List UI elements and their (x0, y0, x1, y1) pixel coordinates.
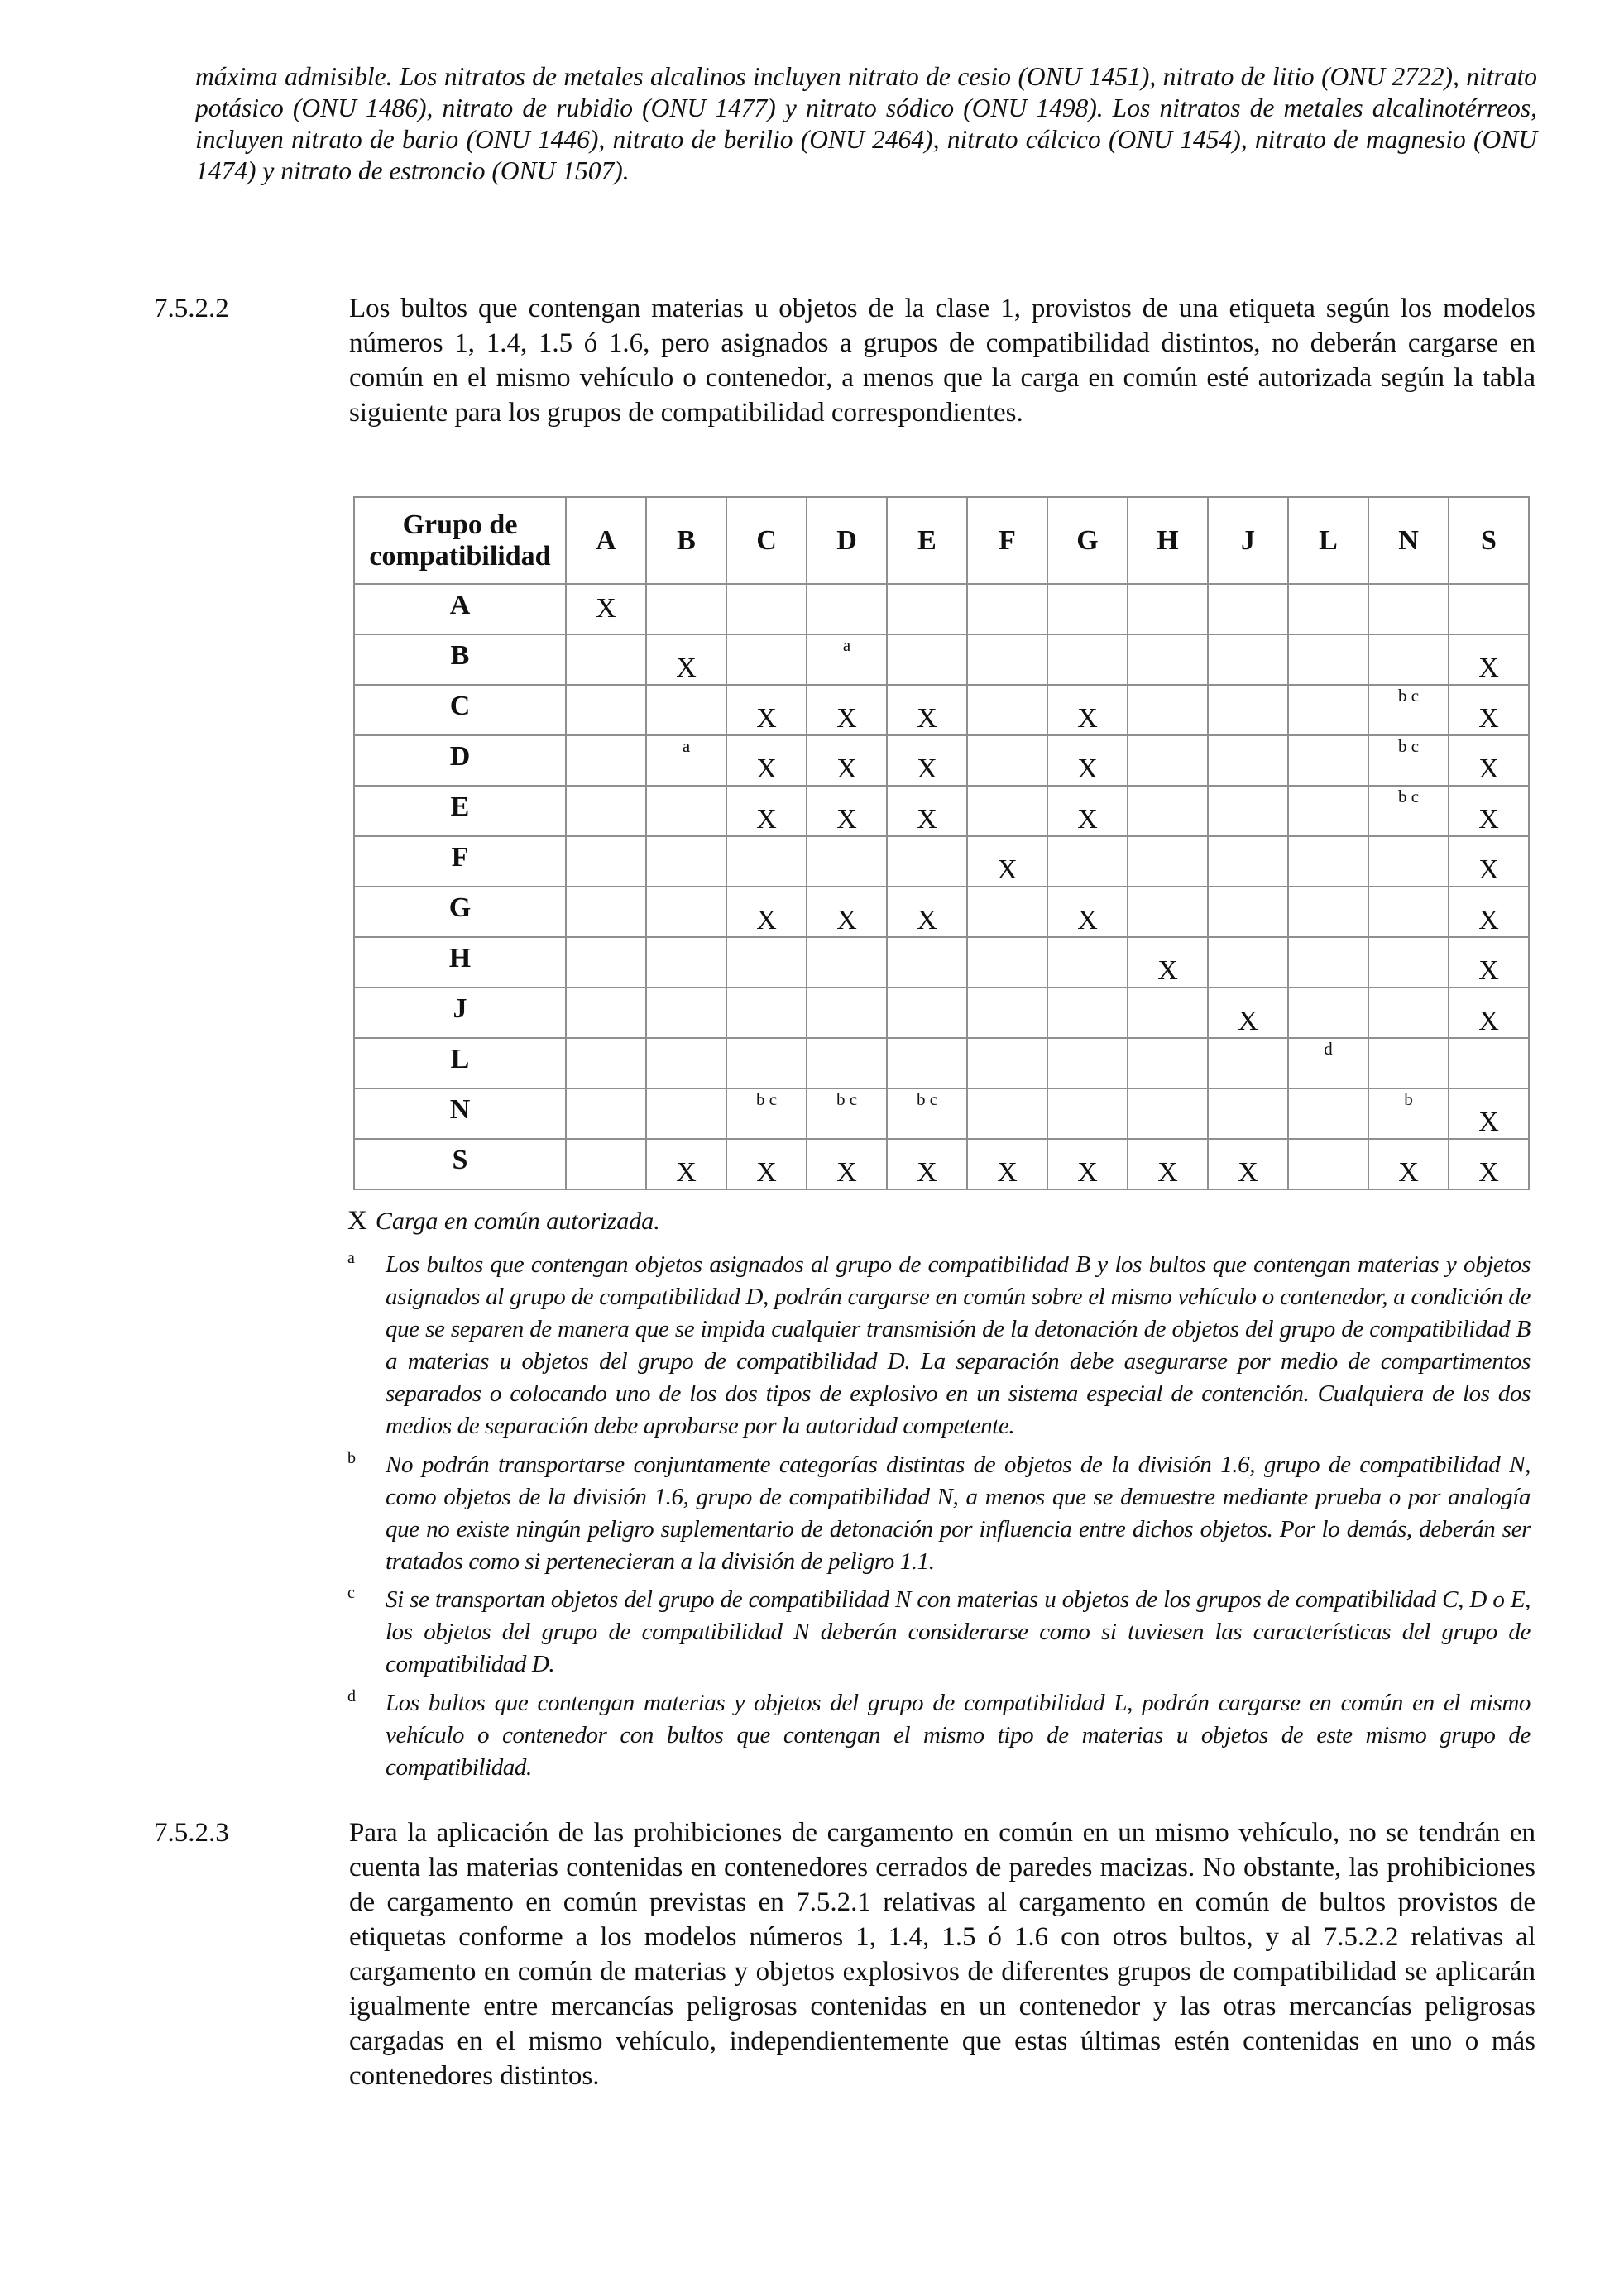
table-cell (1208, 1088, 1288, 1139)
table-cell (646, 836, 726, 887)
table-cell (1368, 836, 1449, 887)
table-cell (1288, 836, 1368, 887)
table-cell: d (1288, 1038, 1368, 1088)
corner-line-2: compatibilidad (369, 540, 551, 572)
table-cell (967, 786, 1047, 836)
column-header-e: E (887, 497, 967, 584)
table-cell (1288, 887, 1368, 937)
table-cell: X (887, 685, 967, 735)
table-cell: X (646, 1139, 726, 1189)
table-cell: X (1449, 836, 1529, 887)
table-cell (566, 685, 646, 735)
table-cell: X (887, 887, 967, 937)
table-cell: X (807, 786, 887, 836)
table-cell: X (967, 836, 1047, 887)
table-cell (1288, 937, 1368, 988)
row-header-b: B (354, 634, 566, 685)
table-row (354, 685, 1529, 735)
row-header-a: A (354, 584, 566, 634)
table-cell (1128, 988, 1208, 1038)
table-body (354, 584, 1529, 1189)
legend-text: Carga en común autorizada. (375, 1208, 660, 1235)
section-7-5-2-2 (154, 291, 1535, 430)
table-row (354, 584, 1529, 634)
table-cell (726, 937, 807, 988)
table-row (354, 887, 1529, 937)
table-cell (646, 1038, 726, 1088)
table-cell (1208, 584, 1288, 634)
table-cell (1047, 634, 1128, 685)
table-cell: X (726, 887, 807, 937)
table-cell (1128, 836, 1208, 887)
row-header-h: H (354, 937, 566, 988)
compatibility-table (353, 496, 1530, 1190)
table-row (354, 735, 1529, 786)
table-cell (1368, 887, 1449, 937)
table-cell (1368, 634, 1449, 685)
table-row (354, 937, 1529, 988)
footnote-text: Si se transportan objetos del grupo de compatibilidad N con materias u objetos de los grupos de compatibilidad C, D o E, los objetos del grupo de compatibilidad N deberán considerarse como si tuviesen las características del grupo de compatibilidad D. (386, 1586, 1531, 1677)
table-cell: X (1047, 685, 1128, 735)
table-cell: X (1128, 937, 1208, 988)
table-cell (967, 634, 1047, 685)
footnote-mark: a (347, 1249, 355, 1267)
table-cell (646, 937, 726, 988)
table-cell (1047, 584, 1128, 634)
column-header-a: A (566, 497, 646, 584)
table-corner-header (354, 497, 566, 584)
table-cell (1208, 836, 1288, 887)
table-cell (566, 887, 646, 937)
table-cell (1449, 584, 1529, 634)
table-cell (566, 937, 646, 988)
table-cell (1368, 1038, 1449, 1088)
table-cell: b c (726, 1088, 807, 1139)
table-cell (1208, 685, 1288, 735)
row-header-l: L (354, 1038, 566, 1088)
section-7-5-2-3 (154, 1815, 1535, 2093)
section-number: 7.5.2.3 (154, 1818, 229, 1848)
table-cell (646, 1088, 726, 1139)
table-cell: b c (887, 1088, 967, 1139)
table-cell (807, 584, 887, 634)
table-cell (566, 786, 646, 836)
table-cell (646, 685, 726, 735)
table-cell: b c (1368, 786, 1449, 836)
table-cell: X (807, 685, 887, 735)
table-cell: X (1449, 685, 1529, 735)
table-row (354, 786, 1529, 836)
table-cell (887, 634, 967, 685)
column-header-h: H (1128, 497, 1208, 584)
table-cell: b c (1368, 735, 1449, 786)
column-header-g: G (1047, 497, 1128, 584)
table-cell: X (1047, 786, 1128, 836)
table-cell (1208, 634, 1288, 685)
table-cell: X (1449, 937, 1529, 988)
table-row (354, 634, 1529, 685)
table-cell (1208, 786, 1288, 836)
table-cell (1128, 1088, 1208, 1139)
table-cell: b c (807, 1088, 887, 1139)
table-cell (807, 1038, 887, 1088)
table-cell (1368, 584, 1449, 634)
table-cell (1208, 887, 1288, 937)
column-header-c: C (726, 497, 807, 584)
table-cell (566, 1088, 646, 1139)
table-cell: X (726, 786, 807, 836)
table-cell: X (967, 1139, 1047, 1189)
column-header-n: N (1368, 497, 1449, 584)
footnote-text: Los bultos que contengan objetos asignados al grupo de compatibilidad B y los bultos que contengan materias y objetos asignados al grupo de compatibilidad D, podrán cargarse en común sobre el mismo vehículo o contenedor, a condición de que se separen de manera que se impida cualquier transmisión de la detonación de objetos del grupo de compatibilidad B a materias u objetos del grupo de compatibilidad D. La separación debe asegurarse por medio de compartimentos separados o colocando uno de los dos tipos de explosivo en un sistema especial de contención. Cualquiera de los dos medios de separación debe aprobarse por la autoridad competente. (386, 1251, 1531, 1439)
row-header-g: G (354, 887, 566, 937)
table-cell (887, 836, 967, 887)
column-header-b: B (646, 497, 726, 584)
table-cell (566, 1139, 646, 1189)
table-cell: b c (1368, 685, 1449, 735)
table-cell (1288, 988, 1368, 1038)
table-cell (1128, 685, 1208, 735)
table-cell (967, 685, 1047, 735)
table-cell (967, 887, 1047, 937)
corner-line-1: Grupo de (402, 509, 518, 540)
table-cell (887, 1038, 967, 1088)
column-header-j: J (1208, 497, 1288, 584)
table-cell (1128, 887, 1208, 937)
table-row (354, 988, 1529, 1038)
table-cell (807, 836, 887, 887)
table-cell (1449, 1038, 1529, 1088)
table-cell: X (1047, 887, 1128, 937)
table-cell: X (1449, 735, 1529, 786)
table-row (354, 1038, 1529, 1088)
table-cell: X (726, 1139, 807, 1189)
table-cell: X (1368, 1139, 1449, 1189)
column-header-l: L (1288, 497, 1368, 584)
column-header-s: S (1449, 497, 1529, 584)
row-header-c: C (354, 685, 566, 735)
column-header-f: F (967, 497, 1047, 584)
table-cell (887, 584, 967, 634)
table-cell (646, 887, 726, 937)
footnote-mark: d (347, 1687, 356, 1705)
table-cell: X (1449, 1139, 1529, 1189)
row-header-e: E (354, 786, 566, 836)
table-cell (726, 988, 807, 1038)
table-row (354, 1139, 1529, 1189)
table-cell: X (1047, 735, 1128, 786)
table-cell: X (1128, 1139, 1208, 1189)
table-cell (1128, 584, 1208, 634)
table-cell: a (646, 735, 726, 786)
section-text: Los bultos que contengan materias u objetos de la clase 1, provistos de una etiqueta según los modelos números 1, 1.4, 1.5 ó 1.6, pero asignados a grupos de compatibilidad distintos, no deberán cargarse en común en el mismo vehículo o contenedor, a menos que la carga en común esté autorizada según la tabla siguiente para los grupos de compatibilidad correspondientes. (349, 294, 1535, 428)
table-cell: X (566, 584, 646, 634)
table-cell (646, 584, 726, 634)
table-cell: X (887, 735, 967, 786)
row-header-j: J (354, 988, 566, 1038)
table-cell (1208, 937, 1288, 988)
table-cell: X (887, 786, 967, 836)
table-cell: a (807, 634, 887, 685)
table-cell (726, 584, 807, 634)
footnote-text: Los bultos que contengan materias y objetos del grupo de compatibilidad L, podrán cargarse en común en el mismo vehículo o contenedor con bultos que contengan el mismo tipo de materias u objetos de este mismo grupo de compatibilidad. (386, 1690, 1531, 1781)
table-cell (887, 937, 967, 988)
table-cell (1047, 988, 1128, 1038)
table-cell (1208, 1038, 1288, 1088)
table-cell: X (1208, 988, 1288, 1038)
table-cell (1047, 836, 1128, 887)
table-cell (1047, 937, 1128, 988)
row-header-s: S (354, 1139, 566, 1189)
table-cell (887, 988, 967, 1038)
table-cell (1368, 988, 1449, 1038)
section-text: Para la aplicación de las prohibiciones de cargamento en común en un mismo vehículo, no se tendrán en cuenta las materias contenidas en contenedores cerrados de paredes macizas. No obstante, las prohibiciones de cargamento en común previstas en 7.5.2.1 relativas al cargamento en común de bultos provistos de etiquetas conforme a los modelos números 1, 1.4, 1.5 ó 1.6 con otros bultos, y al 7.5.2.2 relativas al cargamento en común de materias y objetos explosivos de diferentes grupos de compatibilidad se aplicarán igualmente entre mercancías peligrosas contenidas en un contenedor y las otras mercancías peligrosas cargadas en el mismo vehículo, independientemente que estas últimas estén contenidas en uno o más contenedores distintos. (349, 1818, 1535, 2091)
table-cell: X (887, 1139, 967, 1189)
table-cell: X (1449, 786, 1529, 836)
table-cell (1368, 937, 1449, 988)
table-cell (967, 584, 1047, 634)
table-cell (807, 988, 887, 1038)
table-cell (1128, 786, 1208, 836)
table-cell (1208, 735, 1288, 786)
table-cell (1047, 1088, 1128, 1139)
table-cell (1288, 1088, 1368, 1139)
footnote-text: No podrán transportarse conjuntamente categorías distintas de objetos de la división 1.6, grupo de compatibilidad N, como objetos de la división 1.6, grupo de compatibilidad N, a menos que se demuestre mediante prueba o por analogía que no existe ningún peligro suplementario de detonación por influencia entre dichos objetos. Por lo demás, deberán ser tratados como si pertenecieran a la división de peligro 1.1. (386, 1452, 1531, 1575)
table-cell: X (807, 887, 887, 937)
table-cell: X (1449, 887, 1529, 937)
table-cell (566, 634, 646, 685)
table-cell: X (726, 735, 807, 786)
table-cell (1288, 685, 1368, 735)
table-cell (967, 735, 1047, 786)
table-cell (566, 1038, 646, 1088)
table-cell (1288, 786, 1368, 836)
table-cell (967, 937, 1047, 988)
table-cell (967, 1088, 1047, 1139)
table-cell: b (1368, 1088, 1449, 1139)
table-row (354, 1088, 1529, 1139)
table-cell: X (726, 685, 807, 735)
table-cell (726, 1038, 807, 1088)
table-cell (1288, 735, 1368, 786)
table-cell (726, 836, 807, 887)
row-header-n: N (354, 1088, 566, 1139)
table-cell: X (807, 735, 887, 786)
table-cell: X (646, 634, 726, 685)
table-cell (566, 836, 646, 887)
column-header-d: D (807, 497, 887, 584)
table-cell (566, 735, 646, 786)
table-cell: X (1047, 1139, 1128, 1189)
table-cell: X (1449, 634, 1529, 685)
table-cell (1288, 1139, 1368, 1189)
table-cell: X (1449, 1088, 1529, 1139)
footnote-mark: b (347, 1449, 356, 1467)
row-header-f: F (354, 836, 566, 887)
table-cell: X (1208, 1139, 1288, 1189)
table-cell (1128, 735, 1208, 786)
footnote-d (347, 1687, 1531, 1784)
table-row (354, 836, 1529, 887)
table-header-row (354, 497, 1529, 584)
table-cell: X (807, 1139, 887, 1189)
table-cell (1128, 1038, 1208, 1088)
footnote-mark: c (347, 1584, 355, 1602)
legend-symbol: X (347, 1206, 367, 1236)
table-cell (807, 937, 887, 988)
section-number: 7.5.2.2 (154, 294, 229, 323)
table-cell (646, 786, 726, 836)
table-cell (1128, 634, 1208, 685)
table-cell (967, 1038, 1047, 1088)
table-legend (347, 1206, 660, 1236)
footnote-a (347, 1249, 1531, 1442)
table-cell (967, 988, 1047, 1038)
table-cell (726, 634, 807, 685)
footnote-b (347, 1449, 1531, 1578)
table-cell (646, 988, 726, 1038)
table-cell (566, 988, 646, 1038)
table-cell (1288, 584, 1368, 634)
intro-paragraph: máxima admisible. Los nitratos de metales alcalinos incluyen nitrato de cesio (ONU 1451), nitrato de litio (ONU 2722), nitrato potásico (ONU 1486), nitrato de rubidio (ONU 1477) y nitrato sódico (ONU 1498). Los nitratos de metales alcalinotérreos, incluyen nitrato de bario (ONU 1446), nitrato de berilio (ONU 2464), nitrato cálcico (ONU 1454), nitrato de magnesio (ONU 1474) y nitrato de estroncio (ONU 1507). (195, 62, 1537, 185)
footnote-c (347, 1584, 1531, 1681)
row-header-d: D (354, 735, 566, 786)
table-cell (1047, 1038, 1128, 1088)
table-cell (1288, 634, 1368, 685)
table-cell: X (1449, 988, 1529, 1038)
